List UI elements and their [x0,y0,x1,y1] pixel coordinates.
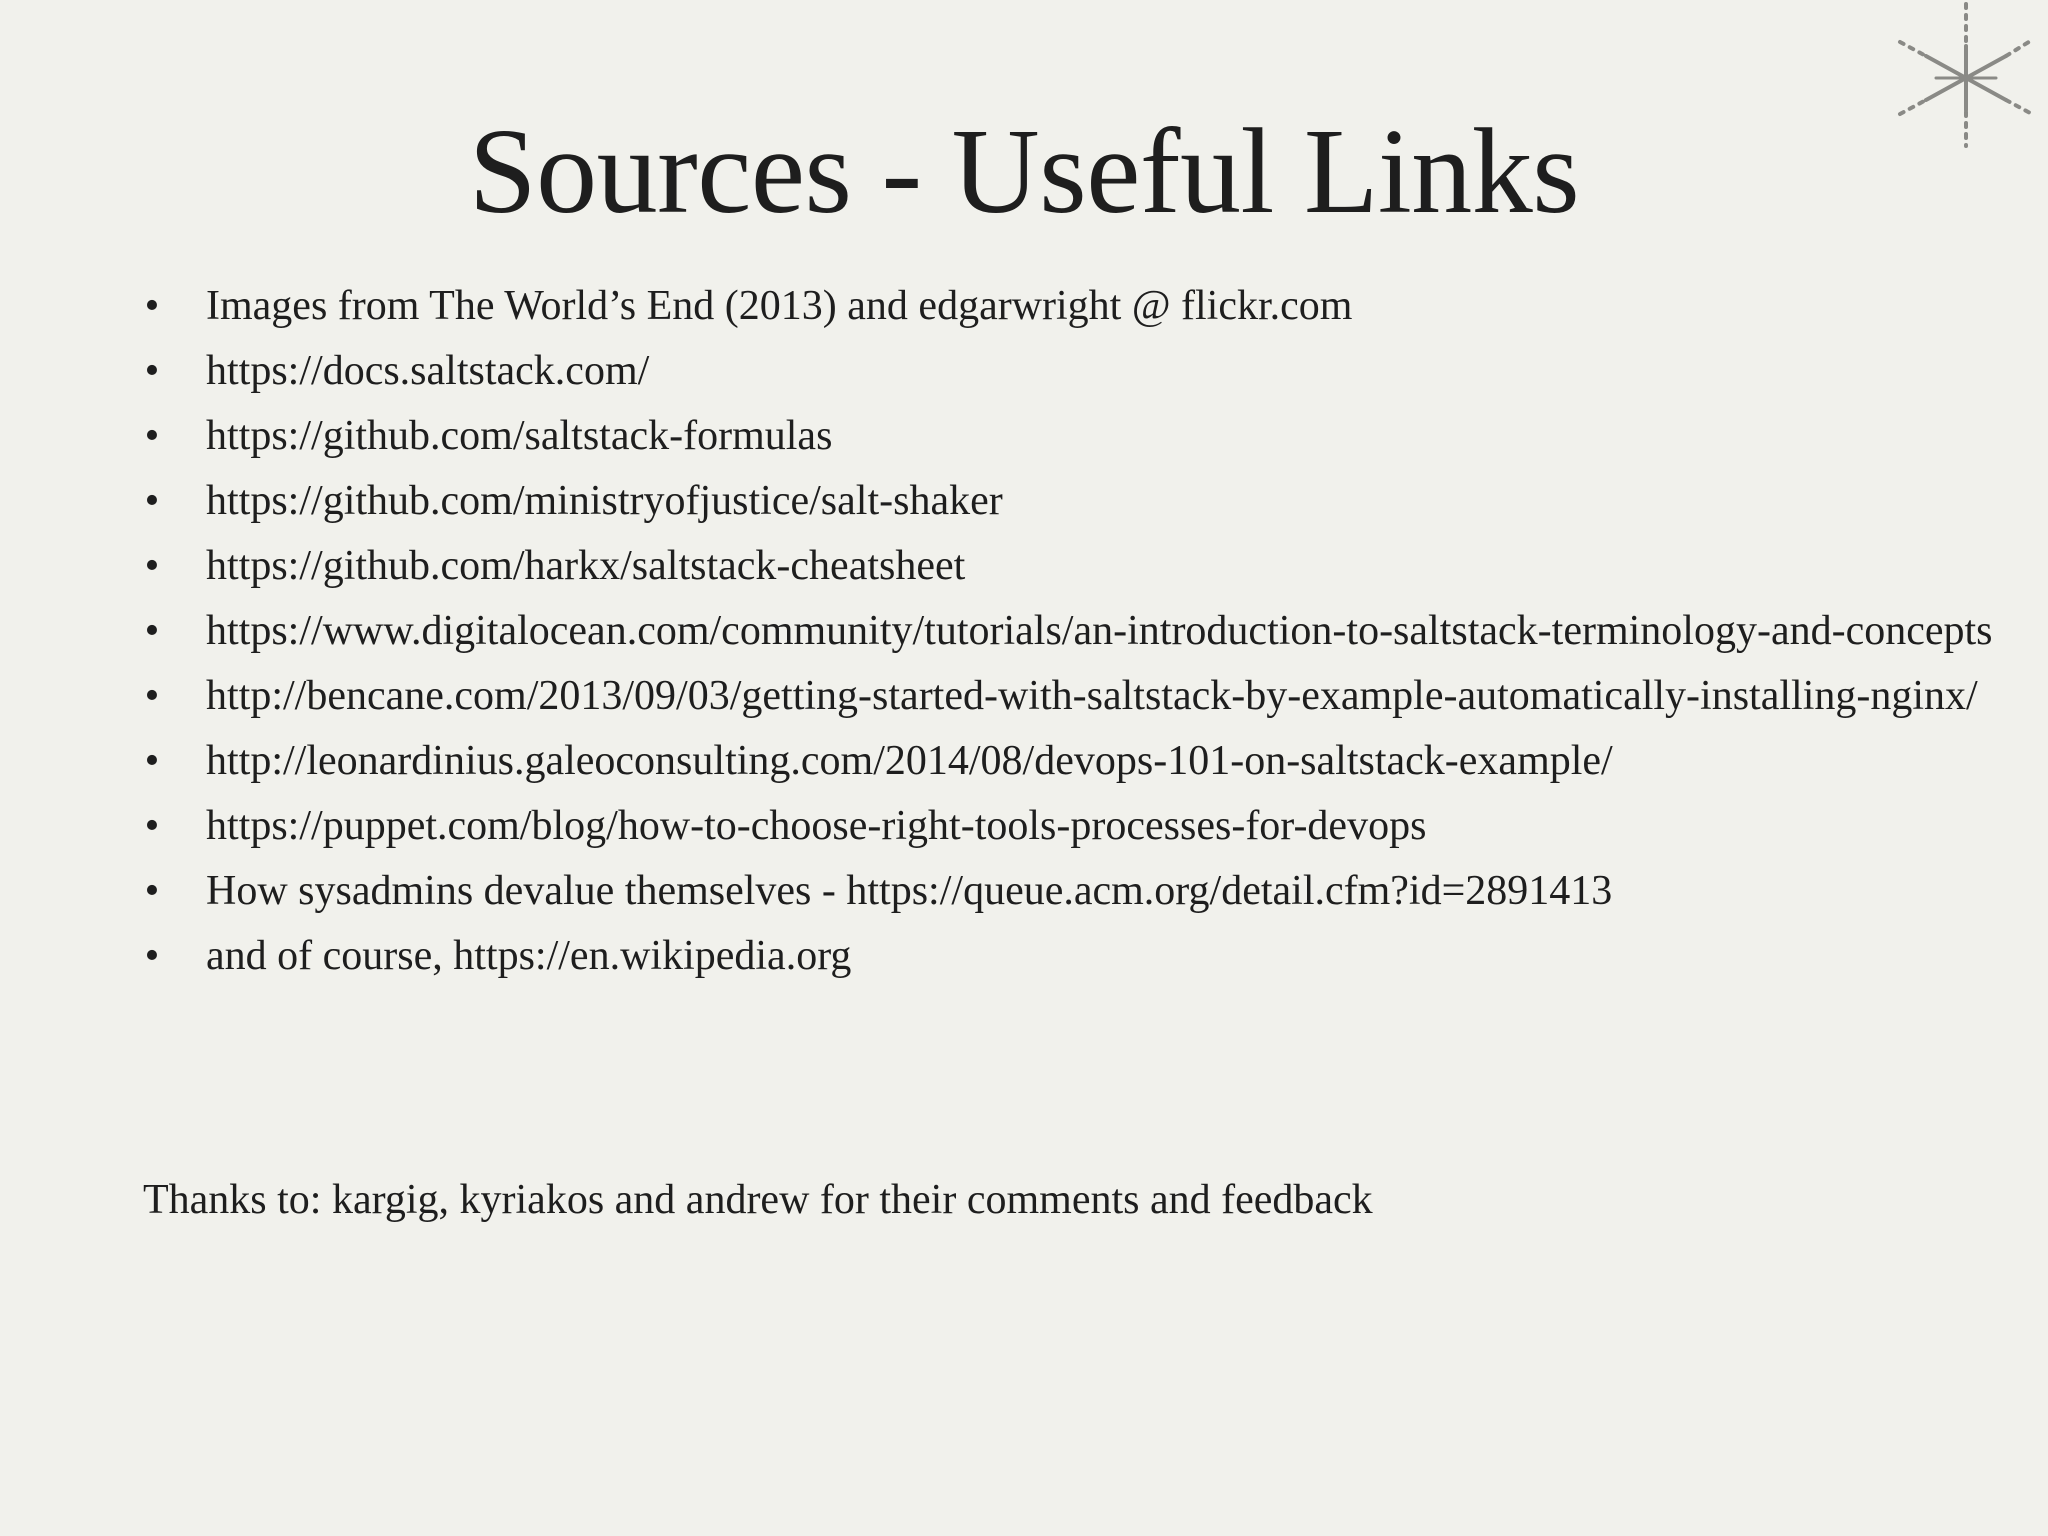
list-item [140,344,2036,399]
list-item [140,799,2036,854]
bullet: • [144,803,160,849]
link-text[interactable]: https://github.com/saltstack-formulas [206,413,833,459]
link-text[interactable]: https://www.digitalocean.com/community/tutorials/an-introduction-to-saltstack-terminology-and-concepts [206,608,1993,654]
link-text[interactable]: https://puppet.com/blog/how-to-choose-right-tools-processes-for-devops [206,803,1427,849]
link-text[interactable]: http://bencane.com/2013/09/03/getting-started-with-saltstack-by-example-automatically-installing-nginx/ [206,673,1978,719]
link-text[interactable]: https://github.com/harkx/saltstack-cheatsheet [206,543,966,589]
list-item [140,929,2036,984]
list-item [140,539,2036,594]
bullet: • [144,543,160,589]
link-text[interactable]: How sysadmins devalue themselves - https://queue.acm.org/detail.cfm?id=2891413 [206,868,1613,914]
link-text[interactable]: https://github.com/ministryofjustice/salt-shaker [206,478,1003,524]
bullet: • [144,348,160,394]
bullet: • [144,413,160,459]
bullet: • [144,283,160,329]
list-item [140,604,2036,659]
list-item [140,474,2036,529]
thanks-note: Thanks to: kargig, kyriakos and andrew for their comments and feedback [143,1177,1373,1223]
bullet: • [144,608,160,654]
link-text[interactable]: and of course, https://en.wikipedia.org [206,933,852,979]
list-item [140,409,2036,464]
bullet: • [144,738,160,784]
bullet: • [144,673,160,719]
bullet: • [144,478,160,524]
link-text[interactable]: http://leonardinius.galeoconsulting.com/2014/08/devops-101-on-saltstack-example/ [206,738,1613,784]
links-list [140,279,1993,994]
list-item [140,669,2036,724]
link-text[interactable]: https://docs.saltstack.com/ [206,348,650,394]
list-item [140,864,2036,919]
bullet: • [144,868,160,914]
list-item [140,734,2036,789]
bullet: • [144,933,160,979]
list-item-text: Images from The World’s End (2013) and edgarwright @ flickr.com [206,283,1353,329]
list-item [140,279,2036,334]
page-title: Sources - Useful Links [468,104,1580,239]
